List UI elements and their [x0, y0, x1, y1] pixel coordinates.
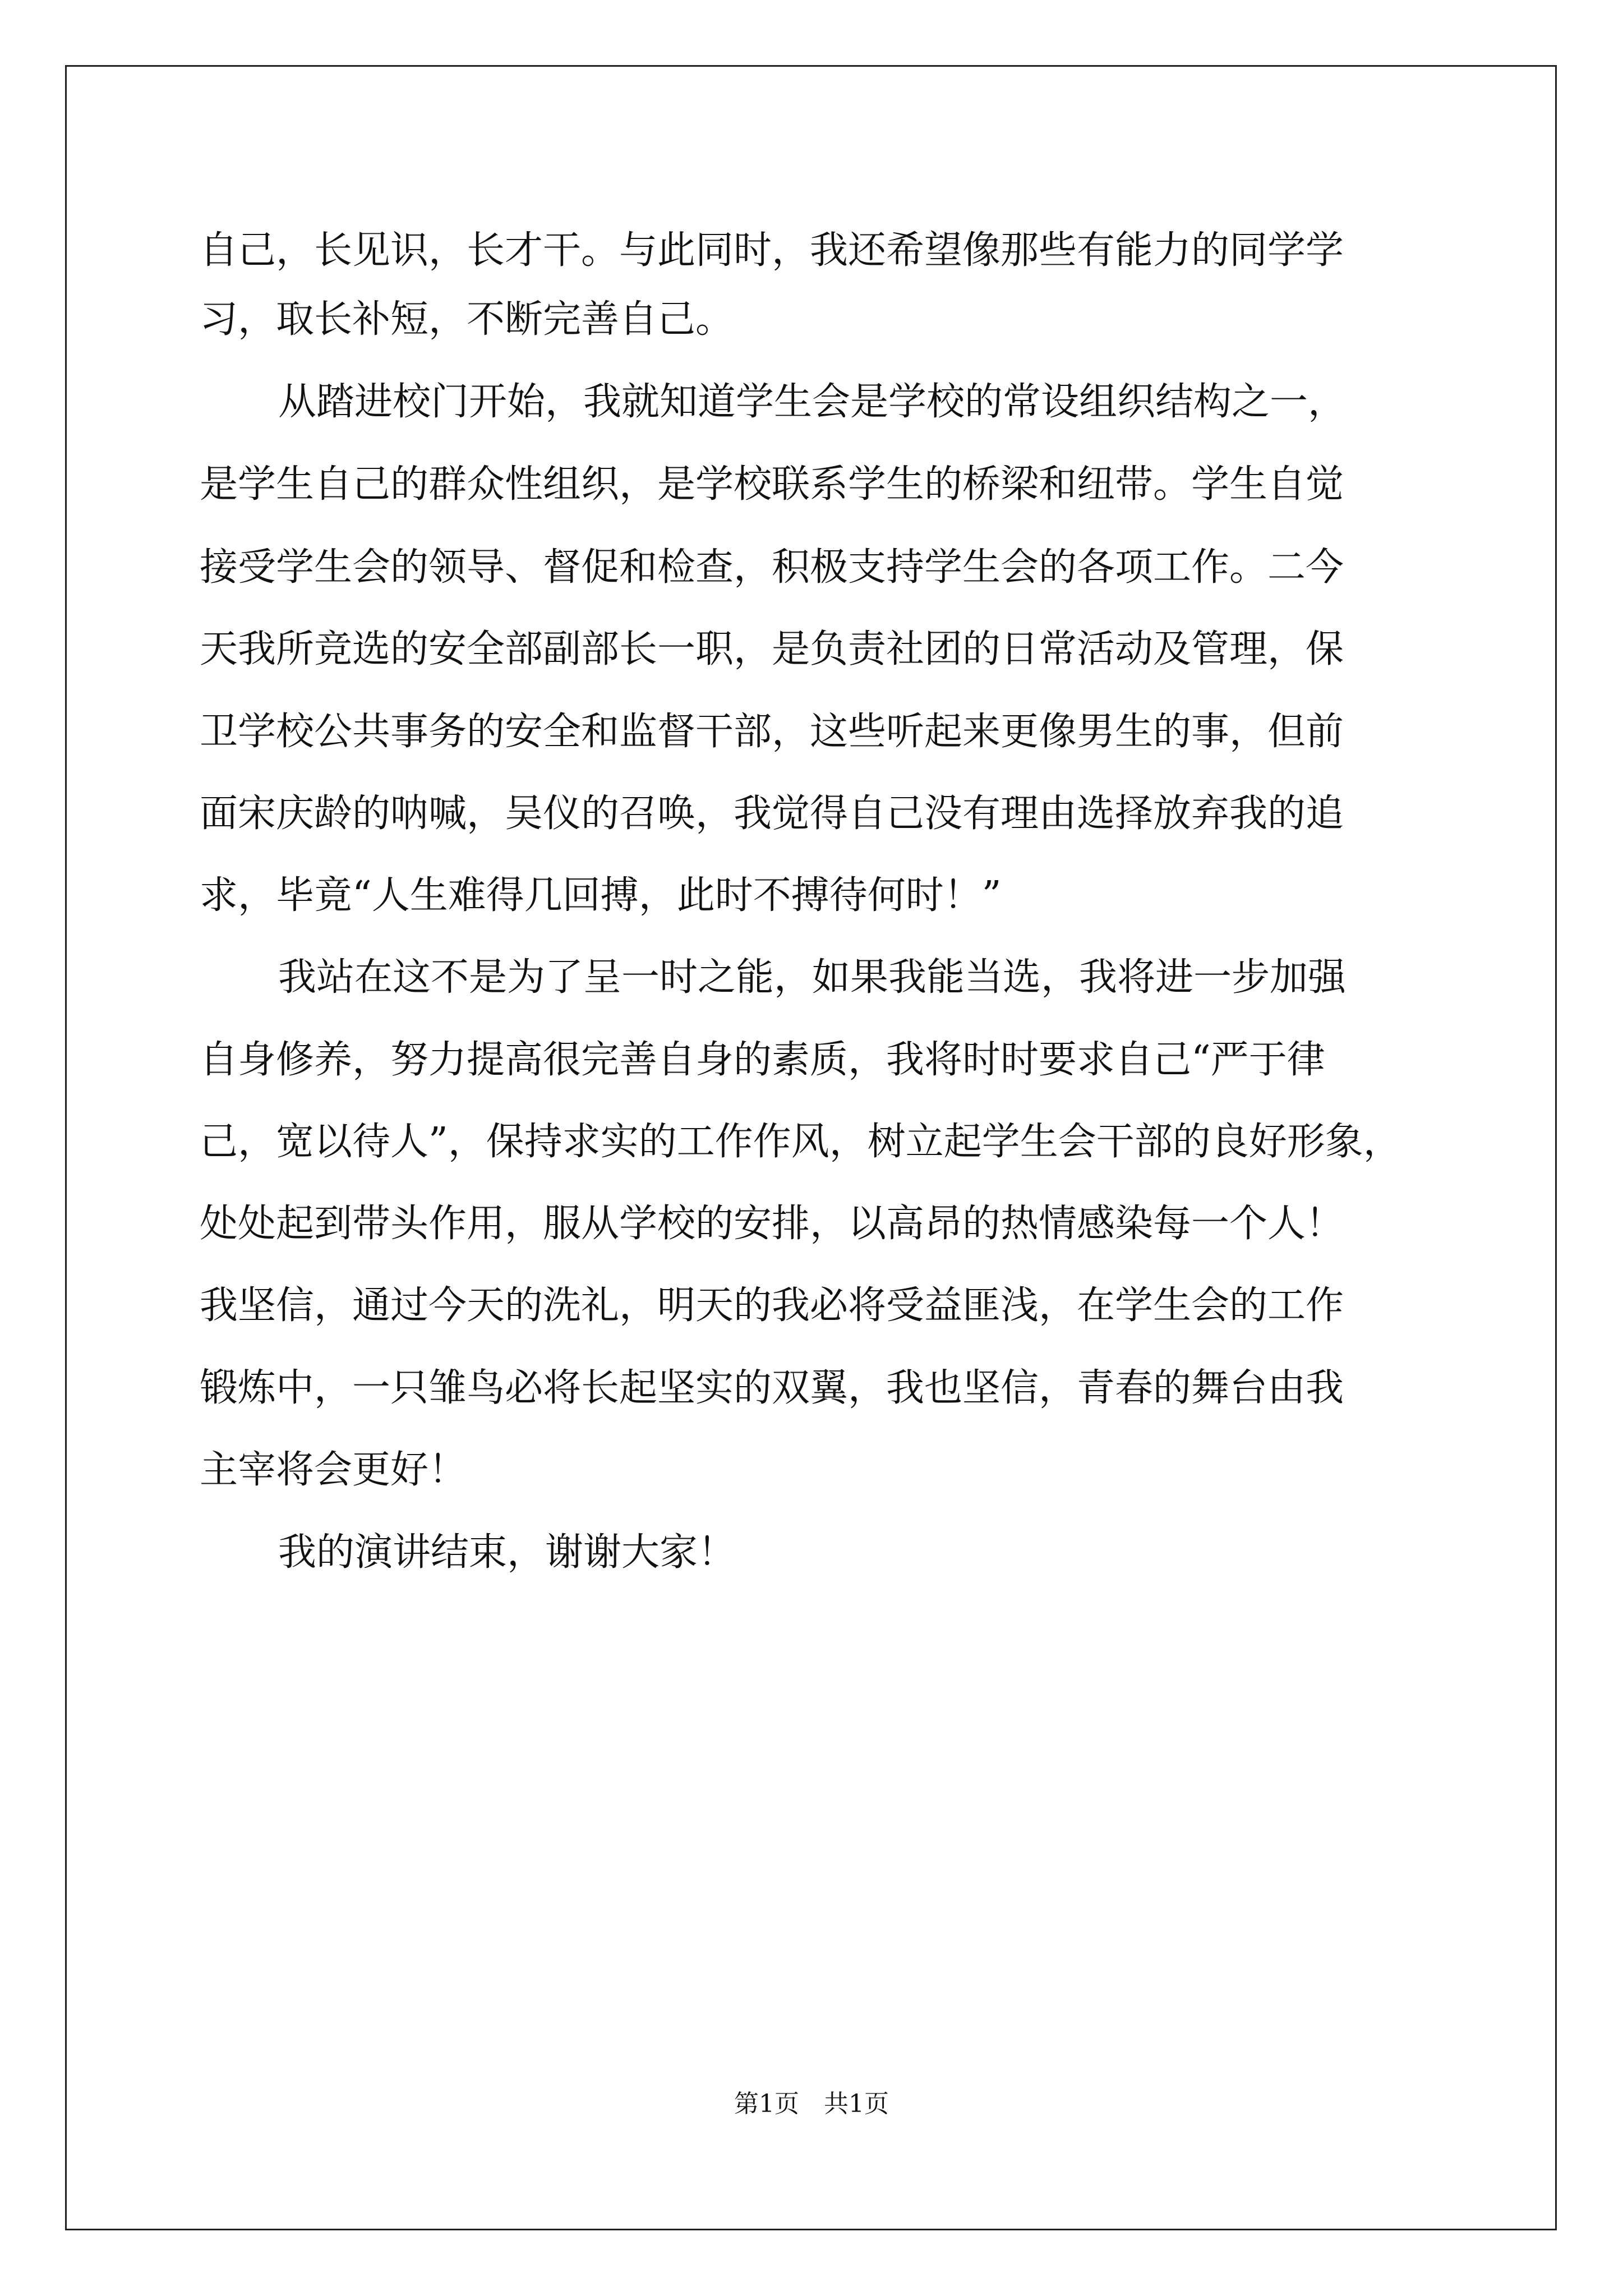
- paragraph-line: 天我所竞选的安全部副部长一职，是负责社团的日常活动及管理，保: [200, 627, 1344, 671]
- paragraph-line: 我站在这不是为了呈一时之能，如果我能当选，我将进一步加强: [278, 955, 1347, 1000]
- paragraph-line: 从踏进校门开始，我就知道学生会是学校的常设组织结构之一，: [278, 380, 1347, 424]
- paragraph-line: 自身修养，努力提高很完善自身的素质，我将时时要求自己“严于律: [200, 1038, 1325, 1082]
- paragraph-line: 锻炼中，一只雏鸟必将长起坚实的双翼，我也坚信，青春的舞台由我: [200, 1366, 1344, 1410]
- page-number-footer: 第1页 共1页: [734, 2090, 889, 2118]
- paragraph-line: 主宰将会更好！: [200, 1448, 467, 1492]
- paragraph-line: 接受学生会的领导、督促和检查，积极支持学生会的各项工作。二今: [200, 545, 1344, 590]
- paragraph-line: 习，取长补短，不断完善自己。: [200, 297, 734, 342]
- paragraph-line: 卫学校公共事务的安全和监督干部，这些听起来更像男生的事，但前: [200, 710, 1344, 754]
- paragraph-line: 是学生自己的群众性组织，是学校联系学生的桥梁和纽带。学生自觉: [200, 462, 1344, 507]
- paragraph-line: 己，宽以待人”，保持求实的工作作风，树立起学生会干部的良好形象，: [200, 1120, 1401, 1164]
- paragraph-line: 处处起到带头作用，服从学校的安排，以高昂的热情感染每一个人！: [200, 1202, 1344, 1246]
- paragraph-line: 我坚信，通过今天的洗礼，明天的我必将受益匪浅，在学生会的工作: [200, 1283, 1344, 1328]
- paragraph-line: 面宋庆龄的呐喊，吴仪的召唤，我觉得自己没有理由选择放弃我的追: [200, 792, 1344, 836]
- paragraph-line: 我的演讲结束，谢谢大家！: [278, 1530, 736, 1575]
- paragraph-line: 求，毕竟“人生难得几回搏，此时不搏待何时！”: [200, 873, 1002, 918]
- paragraph-line: 自己，长见识，长才干。与此同时，我还希望像那些有能力的同学学: [200, 228, 1344, 273]
